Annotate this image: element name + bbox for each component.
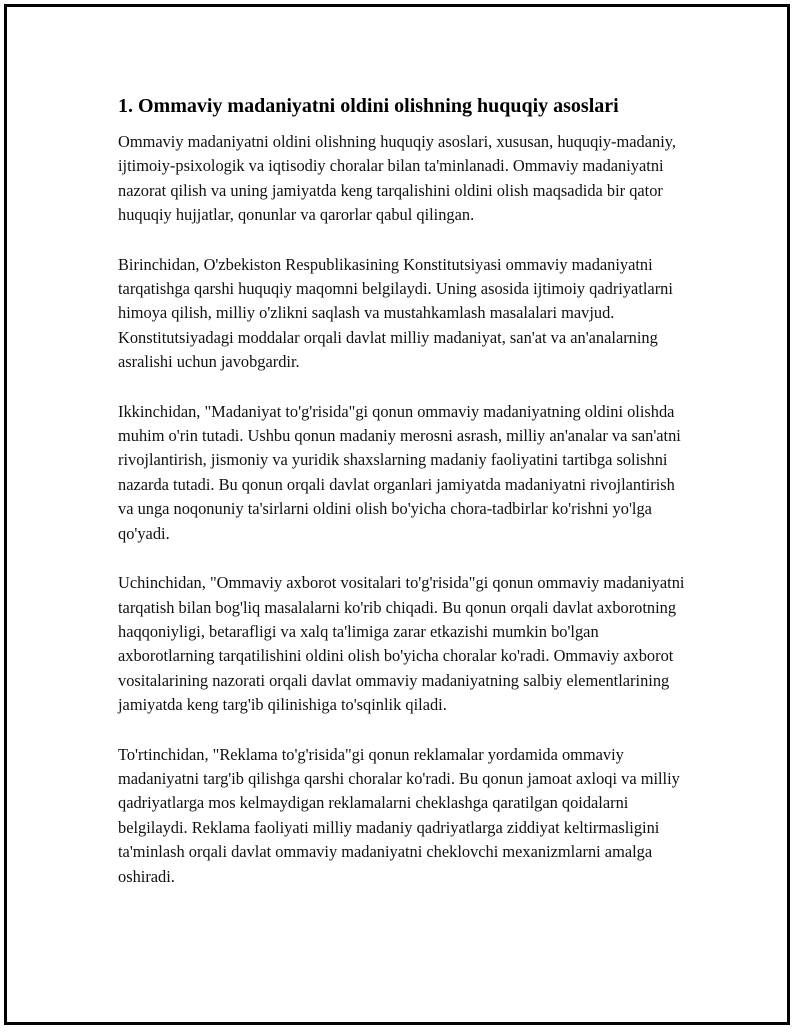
document-body	[118, 92, 688, 914]
paragraph-constitution: Birinchidan, O'zbekiston Respublikasining Konstitutsiyasi ommaviy madaniyatni tarqatishga qarshi huquqiy maqomni belgilaydi. Uning asosida ijtimoiy qadriyatlarni himoya qilish, milliy o'zlikni saqlash va mustahkamlash masalalari mavjud. Konstitutsiyadagi moddalar orqali davlat milliy madaniyat, san'at va an'analarning asralishi uchun javobgardir.	[118, 254, 673, 372]
section-heading: 1. Ommaviy madaniyatni oldini olishning huquqiy asoslari	[118, 95, 619, 117]
paragraph-intro: Ommaviy madaniyatni oldini olishning huquqiy asoslari, xususan, huquqiy-madaniy, ijtimoiy-psixologik va iqtisodiy choralar bilan ta'minlanadi. Ommaviy madaniyatni nazorat qilish va uning jamiyatda keng tarqalishini oldini olish maqsadida bir qator huquqiy hujjatlar, qonunlar va qarorlar qabul qilingan.	[118, 132, 676, 225]
paragraph-advertising-law: To'rtinchidan, "Reklama to'g'risida"gi qonun reklamalar yordamida ommaviy madaniyatni targ'ib qilishga qarshi choralar ko'radi. Bu qonun jamoat axloqi va milliy qadriyatlarga mos kelmaydigan reklamalarni cheklashga qaratilgan qoidalarni belgilaydi. Reklama faoliyati milliy madaniy qadriyatlarga ziddiyat keltirmasligini ta'minlash orqali davlat ommaviy madaniyatni cheklovchi mexanizmlarni amalga oshiradi.	[118, 744, 680, 886]
paragraph-media-law: Uchinchidan, "Ommaviy axborot vositalari to'g'risida"gi qonun ommaviy madaniyatni tarqatish bilan bog'liq masalalarni ko'rib chiqadi. Bu qonun orqali davlat axborotning haqqoniyligi, betarafligi va xalq ta'limiga zarar etkazishi mumkin bo'lgan axborotlarning tarqatilishini oldini olish bo'yicha choralar ko'radi. Ommaviy axborot vositalarining nazorati orqali davlat ommaviy madaniyatning salbiy elementlarining jamiyatda keng targ'ib qilinishiga to'sqinlik qiladi.	[118, 573, 685, 715]
paragraph-culture-law: Ikkinchidan, "Madaniyat to'g'risida"gi qonun ommaviy madaniyatning oldini olishda muhim o'rin tutadi. Ushbu qonun madaniy merosni asrash, milliy an'analar va san'atni rivojlantirish, jismoniy va yuridik shaxslarning madaniy faoliyatini tartibga solishni nazarda tutadi. Bu qonun orqali davlat organlari jamiyatda madaniyatni rivojlantirish va unga noqonuniy ta'sirlarni oldini olish bo'yicha chora-tadbirlar ko'rishni yo'lga qo'yadi.	[118, 401, 681, 543]
